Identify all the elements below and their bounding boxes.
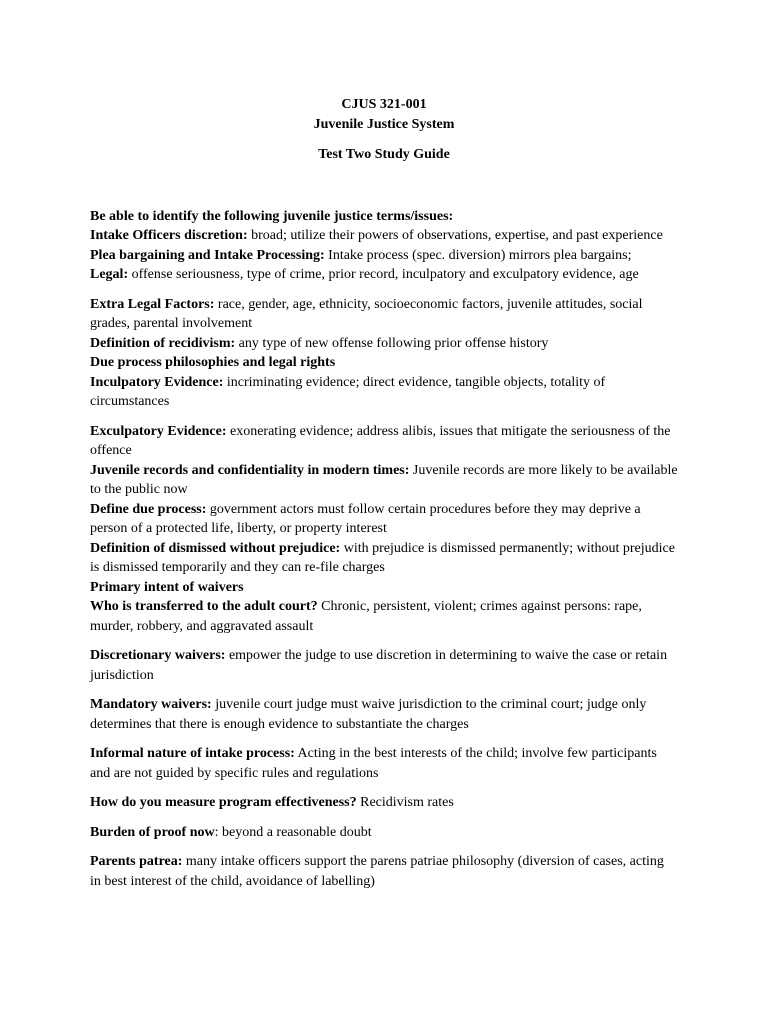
entry-text: government actors must follow certain procedures before they may deprive a person of a protected life, liberty, or property interest <box>90 501 641 536</box>
entry-text: any type of new offense following prior offense history <box>235 335 549 351</box>
entry-list <box>90 226 678 891</box>
entry-legal <box>90 265 678 285</box>
entry-parens-patriae <box>90 852 678 891</box>
entry-mandatory-waivers <box>90 695 678 734</box>
entry-text: Juvenile records are more likely to be available to the public now <box>90 462 678 497</box>
entry-text: many intake officers support the parens patriae philosophy (diversion of cases, acting in best interest of the child, avoidance of labelling) <box>90 854 664 889</box>
entry-term: Define due process: <box>90 501 207 517</box>
entry-term: Burden of proof now <box>90 824 215 840</box>
entry-term: Primary intent of waivers <box>90 579 244 595</box>
entry-burden-of-proof <box>90 823 678 843</box>
entry-definition-recidivism <box>90 334 678 354</box>
entry-text: exonerating evidence; address alibis, issues that mitigate the seriousness of the offence <box>90 423 671 458</box>
course-code: CJUS 321-001 <box>341 97 427 112</box>
entry-text: incriminating evidence; direct evidence, tangible objects, totality of circumstances <box>90 374 606 409</box>
entry-term: Due process philosophies and legal rights <box>90 355 336 370</box>
entry-text: race, gender, age, ethnicity, socioeconomic factors, juvenile attitudes, social grades, parental involvement <box>90 296 643 331</box>
entry-text: empower the judge to use discretion in determining to waive the case or retain jurisdiction <box>90 648 668 683</box>
entry-text: Chronic, persistent, violent; crimes against persons: rape, murder, robbery, and aggravated assault <box>90 599 642 634</box>
entry-text: broad; utilize their powers of observations, expertise, and past experience <box>247 228 663 243</box>
entry-program-effectiveness <box>90 793 678 813</box>
entry-primary-intent-waivers <box>90 578 678 598</box>
entry-text: offense seriousness, type of crime, prior record, inculpatory and exculpatory evidence, age <box>128 267 639 282</box>
entry-term: Discretionary waivers: <box>90 648 226 663</box>
entry-term: Parents patrea: <box>90 854 183 869</box>
entry-text: Acting in the best interests of the child; involve few participants and are not guided by specific rules and regulations <box>90 746 657 781</box>
entry-term: Legal: <box>90 267 129 282</box>
entry-due-process-philosophies <box>90 353 678 373</box>
entry-extra-legal-factors <box>90 295 678 334</box>
intro-heading: Be able to identify the following juvenile justice terms/issues: <box>90 208 454 224</box>
entry-exculpatory-evidence <box>90 422 678 461</box>
entry-inculpatory-evidence <box>90 373 678 412</box>
document-subtitle: Test Two Study Guide <box>318 147 450 162</box>
entry-term: Plea bargaining and Intake Processing: <box>90 247 325 263</box>
entry-term: Inculpatory Evidence: <box>90 374 224 390</box>
entry-term: How do you measure program effectiveness? <box>90 795 357 810</box>
entry-term: Intake Officers discretion: <box>90 228 248 243</box>
document-header <box>90 95 678 165</box>
entry-juvenile-records <box>90 461 678 500</box>
entry-intake-officers-discretion <box>90 226 678 246</box>
entry-transferred-adult-court <box>90 597 678 636</box>
entry-term: Extra Legal Factors: <box>90 296 215 312</box>
entry-dismissed-without-prejudice <box>90 539 678 578</box>
entry-informal-intake <box>90 744 678 783</box>
entry-text: juvenile court judge must waive jurisdiction to the criminal court; judge only determines that there is enough evidence to substantiate the charges <box>90 697 647 732</box>
entry-term: Who is transferred to the adult court? <box>90 599 318 614</box>
entry-define-due-process <box>90 500 678 539</box>
entry-text: : beyond a reasonable doubt <box>214 824 372 840</box>
entry-term: Mandatory waivers: <box>90 697 212 712</box>
entry-discretionary-waivers <box>90 646 678 685</box>
entry-text: Recidivism rates <box>356 795 454 810</box>
entry-term: Informal nature of intake process: <box>90 746 295 761</box>
entry-plea-bargaining <box>90 246 678 266</box>
entry-term: Juvenile records and confidentiality in modern times: <box>90 462 410 478</box>
entry-text: Intake process (spec. diversion) mirrors plea bargains; <box>324 247 632 263</box>
entry-term: Definition of dismissed without prejudice: <box>90 540 341 556</box>
entry-term: Exculpatory Evidence: <box>90 423 227 439</box>
document-title: Juvenile Justice System <box>313 116 455 132</box>
entry-text: with prejudice is dismissed permanently; without prejudice is dismissed temporarily and they can re-file charges <box>90 540 675 575</box>
entry-term: Definition of recidivism: <box>90 335 236 351</box>
